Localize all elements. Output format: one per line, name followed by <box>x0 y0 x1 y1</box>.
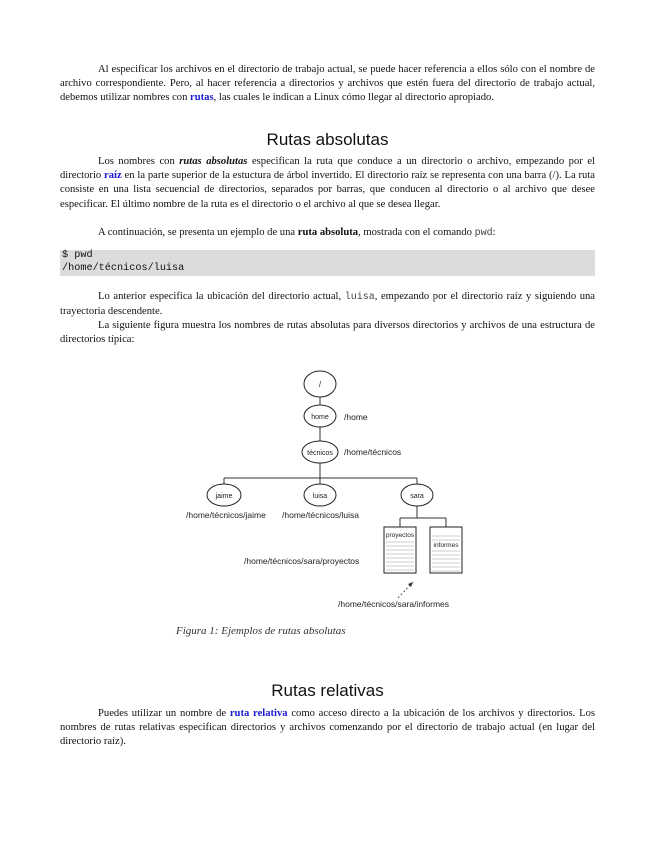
path-luisa-label: /home/técnicos/luisa <box>282 510 360 520</box>
absolutas-paragraph <box>60 155 595 212</box>
path-proyectos-label: /home/técnicos/sara/proyectos <box>244 556 360 566</box>
node-sara <box>401 484 433 506</box>
heading-rutas-absolutas: Rutas absolutas <box>266 130 389 149</box>
file-informes-label: informes <box>433 542 459 549</box>
node-tecnicos <box>302 441 338 463</box>
code-block <box>60 250 595 276</box>
node-luisa <box>304 484 336 506</box>
raiz-link[interactable]: raíz <box>104 170 122 182</box>
file-proyectos-label: proyectos <box>385 532 415 539</box>
node-sara-label: sara <box>410 493 424 500</box>
intro-text-2: , las cuales le indican a Linux cómo llegar al directorio apropiado. <box>213 92 494 104</box>
path-jaime-label: /home/técnicos/jaime <box>186 510 266 520</box>
absolutas-text-2: especifican la ruta que conduce a un directorio o archivo, empezando por el directorio <box>60 156 595 182</box>
absolutas-text-3: en la parte superior de la estuctura de árbol invertido. El directorio raíz se representa con una barra (/). La ruta consiste en una lista secuencial de directorios, separados por barras, que conducen al directorio o al archivo que desee especificar. El último nombre de la ruta es el directorio o el archivo al que se desea llegar. <box>60 170 595 210</box>
luisa-term: luisa <box>344 292 375 303</box>
node-tecnicos-label: técnicos <box>307 450 333 457</box>
node-luisa-label: luisa <box>312 493 328 500</box>
code-line-2: /home/técnicos/luisa <box>62 262 185 274</box>
file-informes <box>430 527 462 573</box>
code-line-1: $ pwd <box>62 250 93 261</box>
anterior-text-2: , empezando por el directorio raíz y siguiendo una trayectoria descendente. <box>60 291 596 318</box>
ejemplo-text-1: A continuación, se presenta un ejemplo de una <box>98 227 298 238</box>
intro-text-1: Al especificar los archivos en el directorio de trabajo actual, se puede hacer referencia a ellos sólo con el nombre de archivo correspondiente. Pero, al hacer referencia a directorios y archivos que estén fuera del directorio de trabajo actual, debemos utilizar nombres con <box>60 64 595 104</box>
ejemplo-term: ruta absoluta <box>297 227 359 238</box>
anterior-paragraph <box>60 290 595 319</box>
rutas-link[interactable]: rutas <box>190 92 214 104</box>
ejemplo-text-3: : <box>492 227 496 238</box>
absolutas-text-1: Los nombres con <box>98 156 180 167</box>
path-informes-label: /home/técnicos/sara/informes <box>338 599 450 609</box>
path-home-label: /home <box>344 412 368 422</box>
figura-paragraph: La siguiente figura muestra los nombres de rutas absolutas para diversos directorios y archivos de una estructura de directorios típica: <box>60 320 595 346</box>
figure-caption: Figura 1: Ejemplos de rutas absolutas <box>176 625 346 637</box>
directory-tree-diagram <box>0 350 655 630</box>
relativas-text-1: Puedes utilizar un nombre de <box>98 708 230 719</box>
heading-rutas-relativas: Rutas relativas <box>271 681 384 700</box>
node-root-label: / <box>318 380 322 389</box>
node-jaime-label: jaime <box>215 493 233 500</box>
node-jaime <box>207 484 241 506</box>
ruta-relativa-link[interactable]: ruta relativa <box>229 708 288 719</box>
ejemplo-text-2: , mostrada con el comando <box>358 227 475 238</box>
node-home-label: home <box>311 414 329 421</box>
relativas-paragraph <box>60 707 595 750</box>
anterior-text-1: Lo anterior especifica la ubicación del directorio actual, <box>98 291 345 302</box>
intro-paragraph <box>60 63 595 106</box>
ejemplo-paragraph <box>60 226 595 241</box>
file-proyectos <box>384 527 416 573</box>
node-home <box>304 405 336 427</box>
path-tecnicos-label: /home/técnicos <box>344 447 402 457</box>
pwd-command: pwd <box>474 228 493 239</box>
relativas-text-2: como acceso directo a la ubicación de los archivos y directorios. Los nombres de rutas relativas especifican directorios y archivos comenzando por el directorio de trabajo actual (en lugar del directorio raíz). <box>60 708 595 748</box>
absolutas-term: rutas absolutas <box>179 156 248 167</box>
node-root <box>304 371 336 397</box>
